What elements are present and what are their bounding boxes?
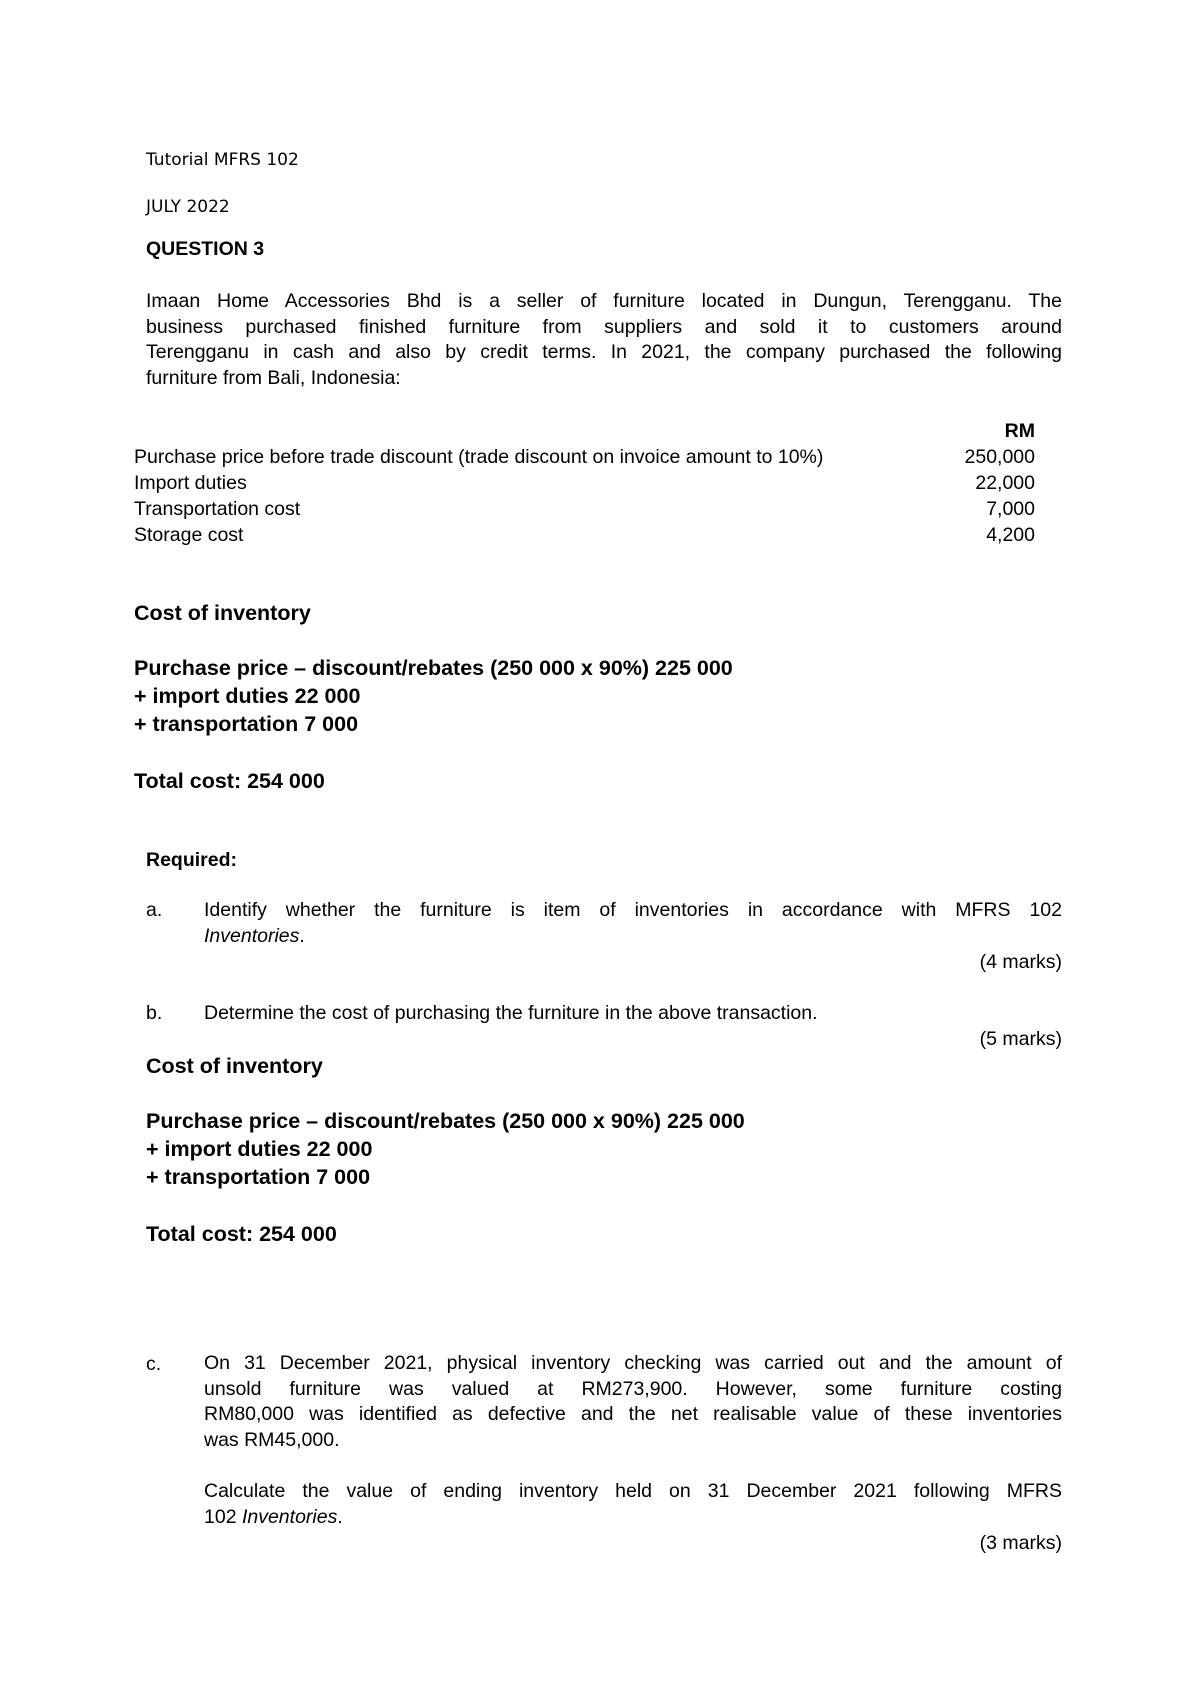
answer-2-total: Total cost: 254 000 (146, 1222, 337, 1246)
required-heading: Required: (146, 849, 238, 871)
item-c-calc-start: 102 (204, 1505, 242, 1528)
cost-row-value: 22,000 (975, 472, 1035, 494)
item-c-line: was RM45,000. (204, 1428, 340, 1451)
answer-1-heading: Cost of inventory (134, 601, 311, 625)
cost-row-value: 4,200 (986, 524, 1035, 546)
cost-row-label: Transportation cost (134, 498, 301, 520)
answer-2-line: + import duties 22 000 (146, 1137, 373, 1161)
cost-row-value: 250,000 (964, 446, 1035, 468)
item-c-calc-end: . (337, 1505, 343, 1528)
intro-line: Terengganu in cash and also by credit terms. In 2021, the company purchased the following (146, 341, 1062, 363)
item-c-calc-line: Calculate the value of ending inventory held on 31 December 2021 following MFRS (204, 1480, 1062, 1502)
question-intro (146, 289, 1062, 391)
cost-row-label: Purchase price before trade discount (trade discount on invoice amount to 10%) (134, 446, 824, 468)
intro-line: furniture from Bali, Indonesia: (146, 366, 401, 389)
item-c-calc (204, 1479, 1062, 1530)
item-a-line: Identify whether the furniture is item of inventories in accordance with MFRS 102 (204, 899, 1062, 921)
cost-row-label: Import duties (134, 472, 247, 494)
item-c-calc-italic: Inventories (241, 1505, 338, 1528)
item-a-letter: a. (146, 899, 163, 921)
item-c-line: unsold furniture was valued at RM273,900. However, some furniture costing (204, 1377, 1062, 1400)
currency-header: RM (1004, 420, 1035, 442)
question-heading: QUESTION 3 (146, 238, 265, 260)
item-a-end: . (299, 924, 305, 947)
answer-1-line: + transportation 7 000 (134, 712, 359, 736)
item-b-marks: (5 marks) (979, 1028, 1062, 1050)
document-date: JULY 2022 (146, 197, 230, 217)
item-c-letter: c. (146, 1353, 162, 1375)
answer-1-total: Total cost: 254 000 (134, 769, 325, 793)
answer-1-line: + import duties 22 000 (134, 684, 361, 708)
item-c-marks: (3 marks) (979, 1532, 1062, 1554)
item-c-line: On 31 December 2021, physical inventory checking was carried out and the amount of (204, 1352, 1062, 1374)
item-b-text: Determine the cost of purchasing the furniture in the above transaction. (204, 1002, 818, 1024)
item-a-marks: (4 marks) (979, 951, 1062, 973)
intro-line: business purchased finished furniture from suppliers and sold it to customers around (146, 315, 1062, 338)
answer-2-heading: Cost of inventory (146, 1054, 323, 1078)
answer-2-line: Purchase price – discount/rebates (250 000 x 90%) 225 000 (146, 1109, 745, 1133)
item-c-line: RM80,000 was identified as defective and the net realisable value of these inventories (204, 1403, 1062, 1425)
cost-row-label: Storage cost (134, 524, 244, 546)
intro-line: Imaan Home Accessories Bhd is a seller of furniture located in Dungun, Terengganu. The (146, 290, 1062, 312)
item-a-text (204, 898, 1062, 949)
item-a-italic: Inventories (204, 924, 300, 947)
answer-1-line: Purchase price – discount/rebates (250 000 x 90%) 225 000 (134, 656, 733, 680)
document-title: Tutorial MFRS 102 (146, 150, 299, 170)
answer-2-line: + transportation 7 000 (146, 1165, 371, 1189)
item-c-text (204, 1351, 1062, 1453)
cost-row-value: 7,000 (986, 498, 1035, 520)
item-b-letter: b. (146, 1002, 163, 1024)
